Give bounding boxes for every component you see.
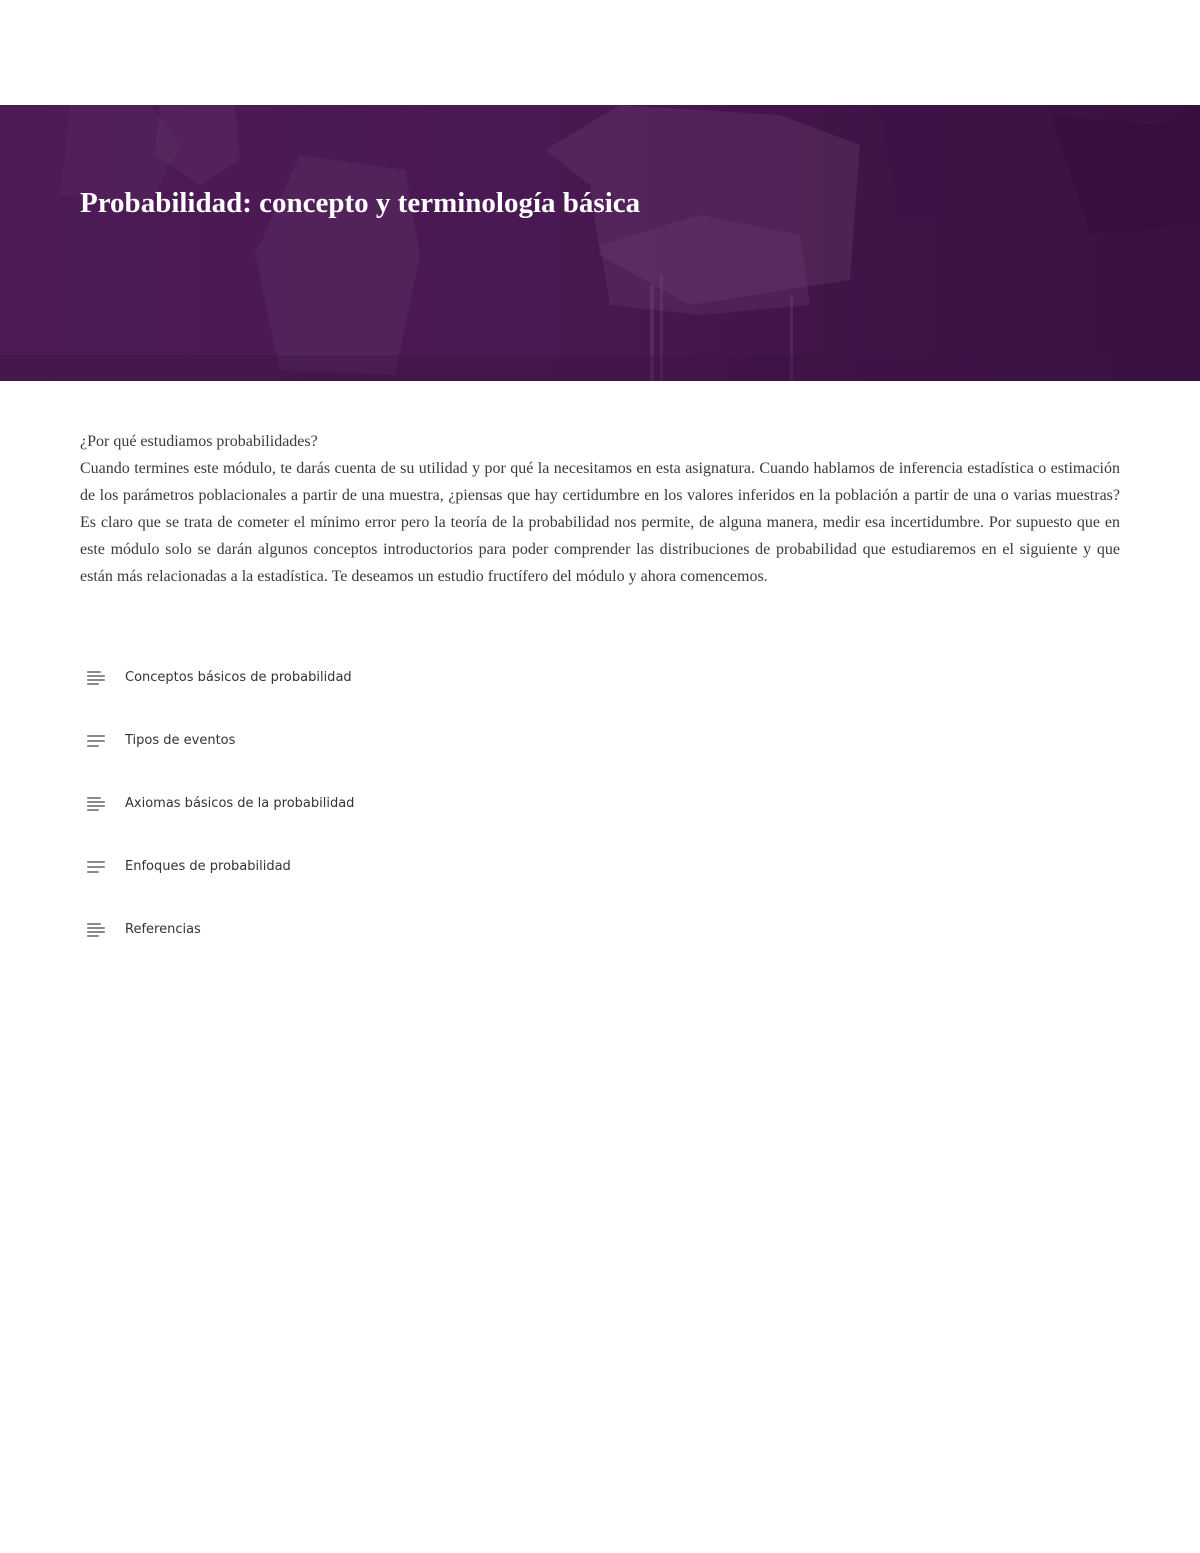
lesson-item-conceptos-basicos[interactable] [86, 646, 686, 709]
lesson-label: Referencias [125, 922, 201, 937]
lesson-item-referencias[interactable] [86, 898, 686, 961]
intro-question: ¿Por qué estudiamos probabilidades? [80, 433, 318, 450]
text-lines-icon [86, 794, 108, 814]
lesson-item-tipos-de-eventos[interactable] [86, 709, 686, 772]
module-introduction [80, 428, 1120, 590]
lesson-item-axiomas-basicos[interactable] [86, 772, 686, 835]
lesson-label: Conceptos básicos de probabilidad [125, 670, 352, 685]
course-hero-banner [0, 105, 1200, 381]
hero-background-image [0, 105, 1200, 381]
lesson-item-enfoques[interactable] [86, 835, 686, 898]
lesson-label: Tipos de eventos [125, 733, 236, 748]
text-lines-icon [86, 668, 108, 688]
text-lines-icon [86, 731, 108, 751]
text-lines-icon [86, 920, 108, 940]
text-lines-icon [86, 857, 108, 877]
intro-paragraph: Cuando termines este módulo, te darás cuenta de su utilidad y por qué la necesitamos en esta asignatura. Cuando hablamos de inferencia estadística o estimación de los parámetros poblacionales a partir de una muestra, ¿piensas que hay certidumbre en los valores inferidos en la población a partir de una o varias muestras? Es claro que se trata de cometer el mínimo error pero la teoría de la probabilidad nos permite, de alguna manera, medir esa incertidumbre. Por supuesto que en este módulo solo se darán algunos conceptos introductorios para poder comprender las distribuciones de probabilidad que estudiaremos en el siguiente y que están más relacionadas a la estadística. Te deseamos un estudio fructífero del módulo y ahora comencemos. [80, 460, 1120, 585]
lesson-label: Axiomas básicos de la probabilidad [125, 796, 355, 811]
page-title: Probabilidad: concepto y terminología básica [80, 187, 641, 219]
lesson-label: Enfoques de probabilidad [125, 859, 291, 874]
lesson-list [86, 646, 686, 961]
